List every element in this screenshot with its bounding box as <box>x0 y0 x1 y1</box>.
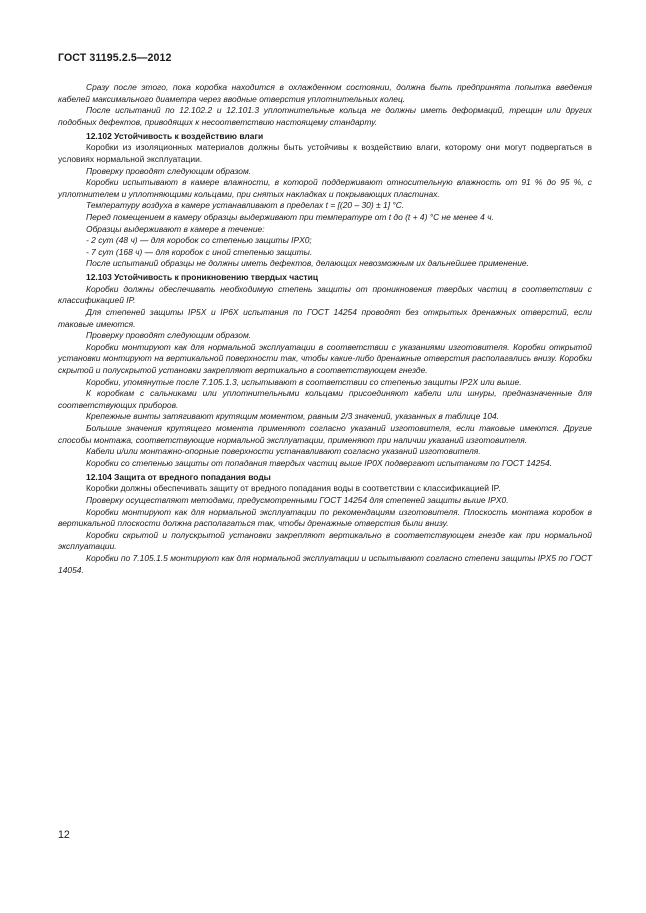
paragraph: Коробки со степенью защиты от попадания твердых частиц выше IP0X подвергают испытаниям по ГОСТ 14254. <box>86 457 553 468</box>
paragraph: Коробки испытывают в камере влажности, в которой поддерживают относительную влажность от 91 % до 95 %, с уплотнителем и уплотняющими кольцами, при снятых накладках и покрывающих пластинах. <box>58 177 592 199</box>
paragraph: К коробкам с сальниками или уплотнительными кольцами присоединяют кабели или шнуры, предназначенные для соответствующих приборов. <box>58 388 592 410</box>
paragraph: Коробки скрытой и полускрытой установки закрепляют вертикально в соответствующем гнезде как при нормальной эксплуатации. <box>58 529 592 552</box>
paragraph: Проверку проводят следующим образом. <box>86 330 252 341</box>
section-heading: 12.102 Устойчивость к воздействию влаги <box>86 130 264 141</box>
page-number: 12 <box>58 829 70 841</box>
paragraph: Кабели и/или монтажно-опорные поверхности устанавливают согласно указаний изготовителя. <box>86 446 481 457</box>
paragraph: Крепежные винты затягивают крутящим моментом, равным 2/3 значений, указанных в таблице 104. <box>86 411 500 422</box>
paragraph: Коробки должны обеспечивать необходимую степень защиты от проникновения твердых частиц в соответствии с классификацией IP. <box>58 283 592 306</box>
paragraph: Проверку проводят следующим образом. <box>86 165 252 176</box>
page-header: ГОСТ 31195.2.5—2012 <box>58 52 172 64</box>
paragraph: Сразу после этого, пока коробка находится в охлажденном состоянии, должна быть предпринята попытка введения кабелей максимального диаметра через вводные отверстия уплотнительных колец. <box>58 82 592 104</box>
page-body <box>58 82 592 576</box>
section-heading: 12.104 Защита от вредного попадания воды <box>86 471 271 482</box>
paragraph: Коробки, упомянутые после 7.105.1.3, испытывают в соответствии со степенью защиты IP2X или выше. <box>86 376 522 387</box>
paragraph: Коробки по 7.105.1.5 монтируют как для нормальной эксплуатации и испытывают согласно степени защиты IPX5 по ГОСТ 14054. <box>58 552 592 575</box>
paragraph: Для степеней защиты IP5X и IP6X испытания по ГОСТ 14254 проводят без открытых дренажных отверстий, если таковые имеются. <box>58 307 592 329</box>
list-item: - 2 сут (48 ч) — для коробок со степенью защиты IPX0; <box>86 235 312 246</box>
paragraph: Коробки монтируют как для нормальной эксплуатации в соответствии с указаниями изготовителя. Коробки открытой установки монтируют на вертикальной поверхности так, чтобы какие-либо дренажные отверстия располагались внизу. Коробки скрытой и полускрытой установки закрепляют вертикально в соответствующем гнезде. <box>58 341 592 376</box>
paragraph: Проверку осуществляют методами, предусмотренными ГОСТ 14254 для степеней защиты выше IPX0. <box>86 494 509 505</box>
paragraph: Температуру воздуха в камере устанавливают в пределах t = [(20 – 30) ± 1] °С. <box>86 200 405 211</box>
list-item: - 7 сут (168 ч) — для коробок с иной степенью защиты. <box>86 246 313 257</box>
paragraph: Образцы выдерживают в камере в течение: <box>86 223 265 234</box>
paragraph: Коробки из изоляционных материалов должны быть устойчивы к воздействию влаги, которому они могут подвергаться в условиях нормальной эксплуатации. <box>58 142 592 164</box>
section-heading: 12.103 Устойчивость к проникновению твердых частиц <box>86 272 319 283</box>
paragraph: Большие значения крутящего момента применяют согласно указаний изготовителя, если таковые имеются. Другие способы монтажа, соответствующие нормальной эксплуатации, применяют при наличии указаний изготовителя. <box>58 423 592 445</box>
paragraph: После испытаний образцы не должны иметь дефектов, делающих невозможным их дальнейшее применение. <box>86 258 529 269</box>
paragraph: Коробки должны обеспечивать защиту от вредного попадания воды в соответствии с классификацией IP. <box>86 483 501 494</box>
paragraph: Перед помещением в камеру образцы выдерживают при температуре от t до (t + 4) °С не менее 4 ч. <box>86 211 494 222</box>
paragraph: Коробки монтируют как для нормальной эксплуатации по рекомендациям изготовителя. Плоскость монтажа коробок в вертикальной плоскости должна располагаться так, чтобы дренажные отверстия были внизу. <box>58 506 592 529</box>
paragraph: После испытаний по 12.102.2 и 12.101.3 уплотнительные кольца не должны иметь деформаций, трещин или других подобных дефектов, приводящих к несоответствию настоящему стандарту. <box>58 105 592 127</box>
